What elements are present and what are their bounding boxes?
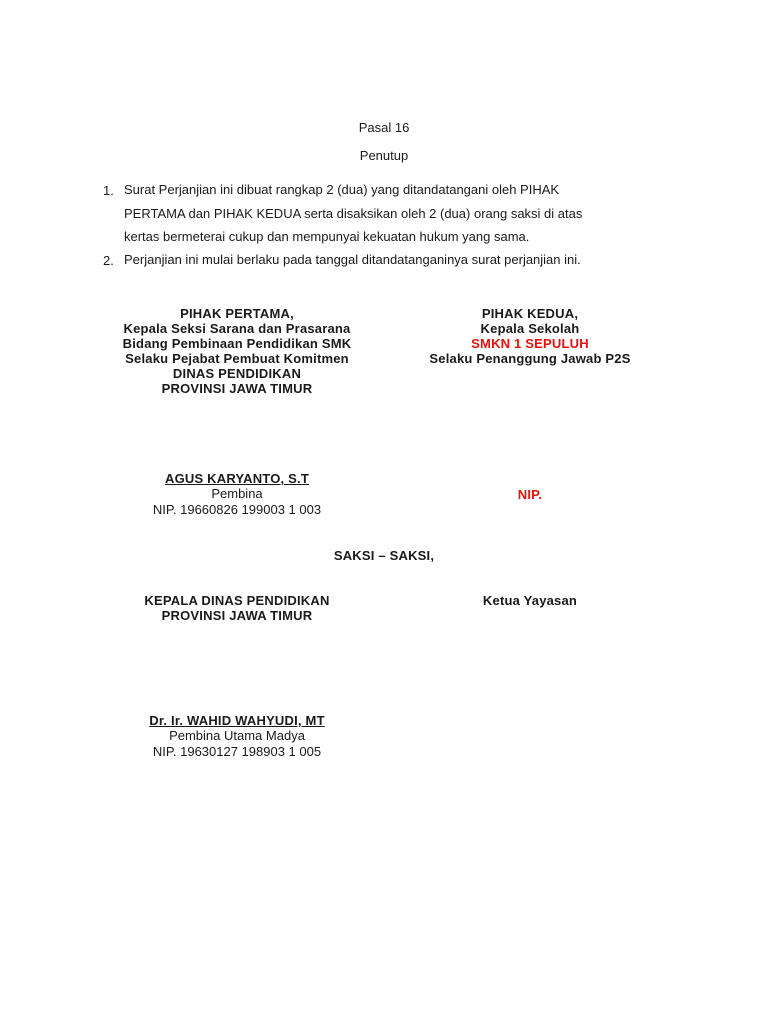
party-one-line: Kepala Seksi Sarana dan Prasarana — [123, 321, 351, 336]
party-two-title: PIHAK KEDUA, — [481, 306, 579, 321]
clause-line: Surat Perjanjian ini dibuat rangkap 2 (dua) yang ditandatangani oleh PIHAK — [124, 182, 560, 197]
party-one-line: DINAS PENDIDIKAN — [172, 366, 302, 381]
article-heading: Pasal 16 — [358, 120, 410, 135]
party-one-title: PIHAK PERTAMA, — [180, 306, 294, 321]
party-two-line: Kepala Sekolah — [480, 321, 580, 336]
party-two-nip: NIP. — [517, 487, 543, 502]
clause-number: 2. — [103, 253, 114, 268]
signer-name: Dr. Ir. WAHID WAHYUDI, MT — [149, 713, 325, 728]
signer-nip: NIP. 19630127 198903 1 005 — [152, 743, 322, 759]
witness-left-block — [87, 593, 387, 623]
party-one-line: Selaku Pejabat Pembuat Komitmen — [125, 351, 349, 366]
party-one-signer — [87, 471, 387, 517]
clause-text — [124, 178, 654, 249]
signer-rank: Pembina — [211, 486, 263, 501]
witness-left-line: KEPALA DINAS PENDIDIKAN — [144, 593, 330, 608]
signer-name: AGUS KARYANTO, S.T — [165, 471, 309, 486]
witness-left-line: PROVINSI JAWA TIMUR — [161, 608, 313, 623]
clause-line: Perjanjian ini mulai berlaku pada tanggal ditandatanganinya surat perjanjian ini. — [124, 252, 581, 267]
party-one-line: Bidang Pembinaan Pendidikan SMK — [122, 336, 352, 351]
party-two-block — [380, 306, 680, 366]
witness-left-signer — [87, 713, 387, 759]
party-two-line: Selaku Penanggung Jawab P2S — [429, 351, 631, 366]
witness-right-line: Ketua Yayasan — [482, 593, 578, 608]
signer-rank: Pembina Utama Madya — [169, 728, 305, 743]
clause-text — [124, 248, 654, 272]
signer-nip: NIP. 19660826 199003 1 003 — [152, 501, 322, 517]
party-one-line: PROVINSI JAWA TIMUR — [161, 381, 313, 396]
clause-number: 1. — [103, 183, 114, 198]
clause-line: PERTAMA dan PIHAK KEDUA serta disaksikan oleh 2 (dua) orang saksi di atas — [124, 205, 583, 221]
witness-right-block — [380, 593, 680, 608]
witnesses-title: SAKSI – SAKSI, — [333, 548, 435, 563]
section-heading: Penutup — [359, 148, 409, 163]
clause-line: kertas bermeterai cukup dan mempunyai kekuatan hukum yang sama. — [124, 229, 530, 244]
party-one-block — [87, 306, 387, 396]
school-name: SMKN 1 SEPULUH — [471, 336, 589, 351]
